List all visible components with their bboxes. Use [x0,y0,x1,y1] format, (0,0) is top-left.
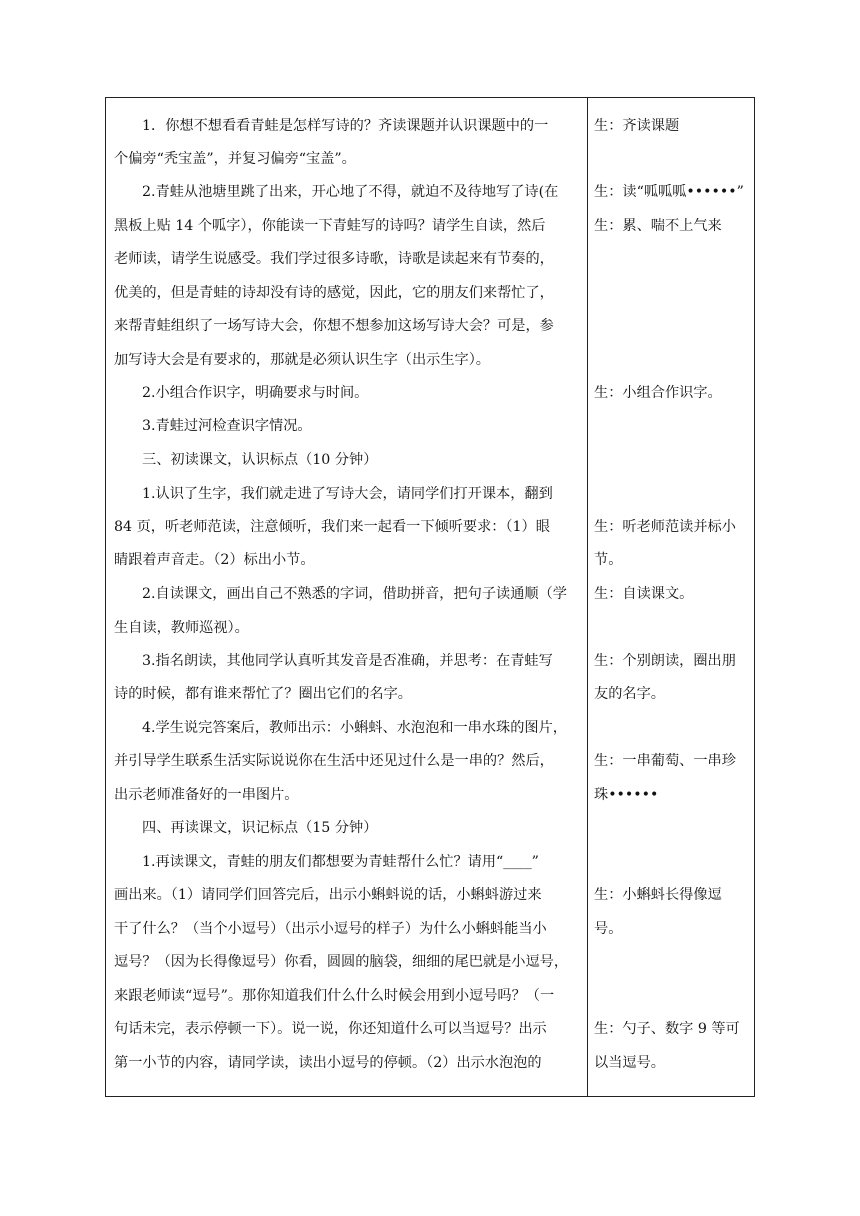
right-line-12: 生：小蝌蚪长得像逗 [594,887,722,903]
left-line-26: 逗号？（因为长得像逗号）你看，圆圆的脑袋，细细的尾巴就是小逗号， [114,954,569,970]
left-line-16: 生自读，教师巡视）。 [114,620,249,636]
right-line-6: 节。 [594,552,623,568]
left-line-15: 2.自读课文，画出自己不熟悉的字词，借助拼音，把句子读通顺（学 [142,586,567,602]
right-line-5: 生：听老师范读并标小 [594,519,736,535]
left-line-8: 加写诗大会是有要求的，那就是必须认识生字（出示生字）。 [114,352,490,368]
left-line-4: 黑板上贴 14 个呱字），你能读一下青蛙写的诗吗？请学生自读，然后 [114,218,546,234]
right-line-10: 生：一串葡萄、一串珍 [594,753,736,769]
left-line-29: 第一小节的内容，请同学读，读出小逗号的停顿。（2）出示水泡泡的 [114,1055,542,1071]
left-line-28: 句话未完，表示停顿一下）。说一说，你还知道什么可以当逗号？出示 [114,1021,547,1037]
left-line-2: 个偏旁“秃宝盖”，并复习偏旁“宝盖”。 [114,151,356,167]
right-line-4: 生：小组合作识字。 [594,385,722,401]
left-line-17: 3.指名朗读，其他同学认真听其发音是否准确，并思考：在青蛙写 [142,653,553,669]
right-line-8: 生：个别朗读，圈出朋 [594,653,736,669]
left-line-12: 1.认识了生字，我们就走进了写诗大会，请同学们打开课本，翻到 [142,486,553,502]
lesson-plan-table [105,97,755,1097]
right-line-3: 生：累、喘不上气来 [594,218,722,234]
right-line-1: 生：齐读课题 [594,118,680,134]
left-line-27: 来跟老师读“逗号”。那你知道我们什么什么时候会用到小逗号吗？（一 [114,988,555,1004]
right-line-7: 生：自读课文。 [594,586,694,602]
left-line-1: 1．你想不想看看青蛙是怎样写诗的？齐读课题并认识课题中的一 [142,118,549,134]
left-line-19: 4.学生说完答案后，教师出示：小蝌蚪、水泡泡和一串水珠的图片， [142,720,567,736]
right-line-14: 生：勺子、数字 9 等可 [594,1021,740,1037]
left-line-6: 优美的，但是青蛙的诗却没有诗的感觉，因此，它的朋友们来帮忙了， [114,285,554,301]
left-line-14: 睛跟着声音走。（2）标出小节。 [114,552,315,568]
left-line-24: 画出来。（1）请同学们回答完后，出示小蝌蚪说的话，小蝌蚪游过来 [114,887,542,903]
left-line-18: 诗的时候，都有谁来帮忙了？圈出它们的名字。 [114,686,412,702]
left-line-3: 2.青蛙从池塘里跳了出来，开心地了不得，就迫不及待地写了诗(在 [142,184,559,200]
left-line-13: 84 页，听老师范读，注意倾听，我们来一起看一下倾听要求：（1）眼 [114,519,550,535]
left-line-25: 干了什么？（当个小逗号）（出示小逗号的样子）为什么小蝌蚪能当小 [114,921,547,937]
section-heading-4: 四、再读课文，识记标点（15 分钟） [142,820,378,836]
right-line-15: 以当逗号。 [594,1055,665,1071]
right-line-9: 友的名字。 [594,686,665,702]
section-heading-3: 三、初读课文，认识标点（10 分钟） [142,452,378,468]
right-line-11: 珠•••••• [594,787,659,803]
left-line-23: 1.再读课文，青蛙的朋友们都想要为青蛙帮什么忙？请用“____” [142,854,539,870]
left-line-7: 来帮青蛙组织了一场写诗大会，你想不想参加这场写诗大会？可是，参 [114,318,554,334]
left-line-5: 老师读，请学生说感受。我们学过很多诗歌，诗歌是读起来有节奏的， [114,251,554,267]
left-line-20: 并引导学生联系生活实际说说你在生活中还见过什么是一串的？然后， [114,753,554,769]
left-line-9: 2.小组合作识字，明确要求与时间。 [142,385,369,401]
right-line-13: 号。 [594,921,623,937]
right-line-2: 生：读“呱呱呱••••••” [594,184,744,200]
left-line-21: 出示老师准备好的一串图片。 [114,787,299,803]
left-line-10: 3.青蛙过河检查识字情况。 [142,418,312,434]
